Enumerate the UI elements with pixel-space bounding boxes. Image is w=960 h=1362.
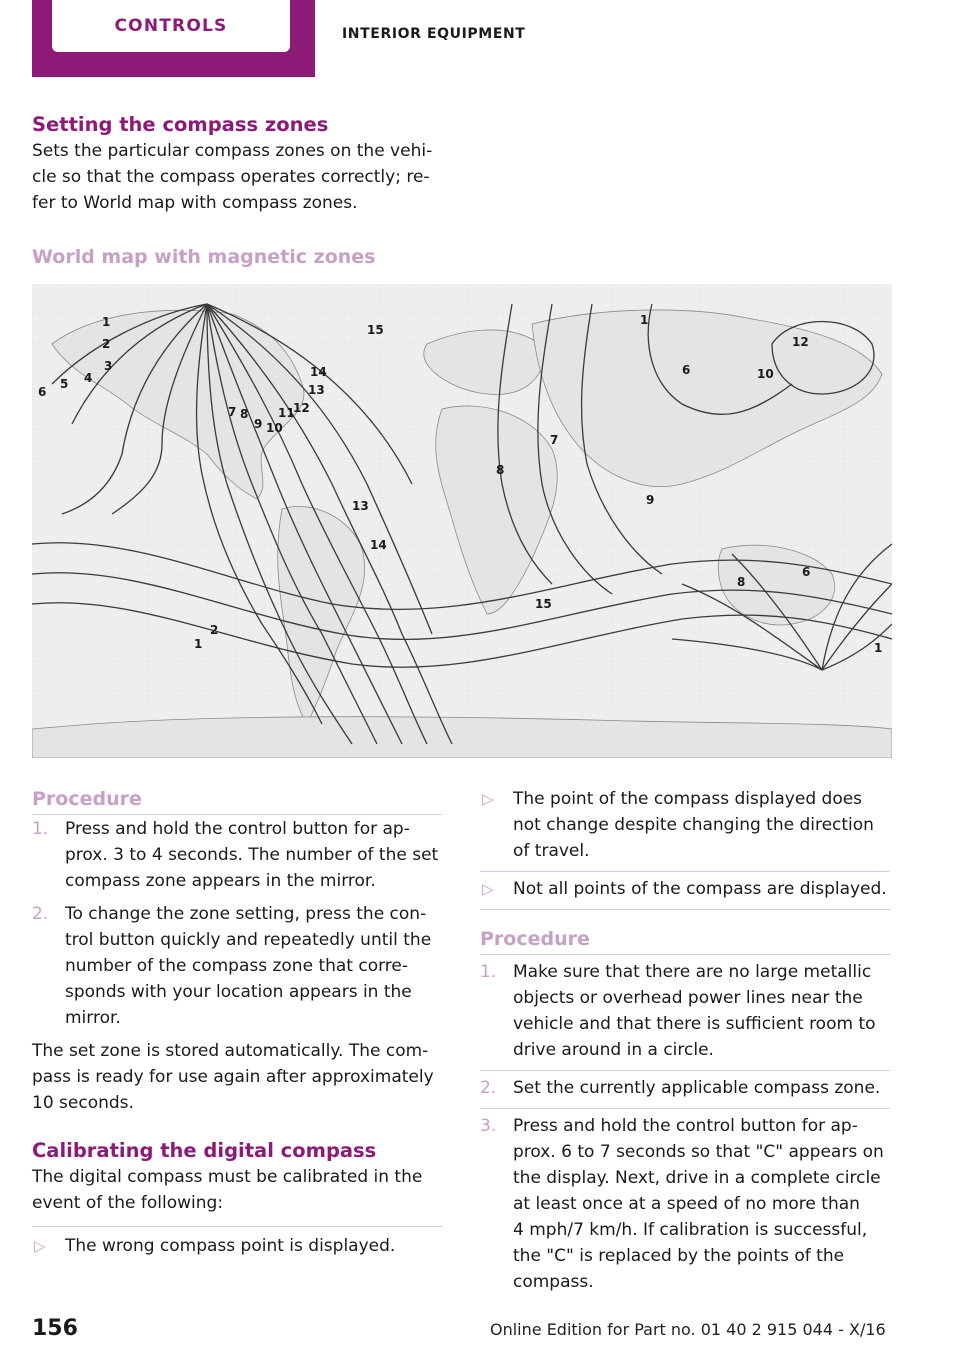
list-item	[480, 959, 890, 1063]
zone-label: 7	[228, 405, 237, 419]
zone-label-15: 15	[535, 597, 552, 611]
zone-label: 9	[254, 417, 263, 431]
after-line-1: The set zone is stored automatically. The com‐	[32, 1041, 429, 1061]
step-line: Set the currently applicable compass zone.	[513, 1078, 881, 1098]
step-line: the "C" is replaced by the points of the	[513, 1246, 845, 1266]
step-line: number of the compass zone that corre‐	[65, 956, 409, 976]
zone-label-7: 7	[550, 433, 559, 447]
step-line: compass.	[513, 1272, 594, 1292]
bullet-line: of travel.	[513, 841, 590, 861]
left-lower-column	[32, 786, 442, 1266]
divider	[32, 814, 442, 815]
step-line: the display. Next, drive in a complete circle	[513, 1168, 881, 1188]
zone-label-2c: 2	[210, 623, 219, 637]
zone-label-8b: 8	[737, 575, 746, 589]
zone-label-6b: 6	[802, 565, 811, 579]
zone-label: 13	[308, 383, 325, 397]
zone-label-1c: 1	[194, 637, 203, 651]
step-line: vehicle and that there is sufficient room to	[513, 1014, 876, 1034]
triangle-bullet-icon: ▷	[34, 1237, 46, 1255]
step-line: Make sure that there are no large metallic	[513, 962, 872, 982]
step-line: mirror.	[65, 1008, 121, 1028]
edition-footer: Online Edition for Part no. 01 40 2 915 044 - X/16	[490, 1320, 886, 1339]
zone-label-14: 14	[370, 538, 387, 552]
right-column	[480, 786, 890, 1302]
step-number: 2.	[480, 1078, 497, 1098]
zone-label: 8	[240, 407, 249, 421]
world-map-illustration	[32, 284, 892, 758]
zone-label: 5	[60, 377, 69, 391]
step-line: at least once at a speed of no more than	[513, 1194, 860, 1214]
step-line: To change the zone setting, press the con‐	[65, 904, 427, 924]
tab-controls-inner	[52, 0, 290, 52]
procedure-left-list	[32, 816, 442, 1031]
page-number: 156	[32, 1316, 78, 1341]
zone-label-6: 6	[682, 363, 691, 377]
divider	[32, 1226, 442, 1227]
list-item	[32, 816, 442, 894]
map-heading: World map with magnetic zones	[32, 246, 376, 268]
tab-controls-label: CONTROLS	[114, 16, 228, 36]
procedure-right-list	[480, 959, 890, 1295]
zone-label: 14	[310, 365, 327, 379]
step-line: objects or overhead power lines near the	[513, 988, 863, 1008]
zone-label: 1	[102, 315, 111, 329]
divider	[480, 909, 890, 910]
step-line: sponds with your location appears in the	[65, 982, 412, 1002]
zone-label-1b: 1	[874, 641, 883, 655]
list-item	[480, 1070, 890, 1101]
calibrating-bullets	[32, 1233, 442, 1259]
zone-label-1: 1	[640, 313, 649, 327]
step-number: 1.	[32, 819, 49, 839]
setting-section	[32, 112, 442, 216]
step-line: Press and hold the control button for ap‐	[65, 819, 410, 839]
zone-label: 2	[102, 337, 111, 351]
bullet-line: The point of the compass displayed does	[513, 789, 863, 809]
after-line-3: 10 seconds.	[32, 1093, 134, 1113]
bullet-line: The wrong compass point is displayed.	[65, 1236, 396, 1256]
step-number: 1.	[480, 962, 497, 982]
triangle-bullet-icon: ▷	[482, 880, 494, 898]
procedure-right-heading: Procedure	[480, 928, 590, 950]
tab-controls	[32, 0, 315, 77]
calibrating-line-1: The digital compass must be calibrated in the	[32, 1167, 423, 1187]
step-line: drive around in a circle.	[513, 1040, 714, 1060]
bullet-line: Not all points of the compass are displayed.	[513, 879, 887, 899]
list-item	[32, 901, 442, 1031]
bullet-line: not change despite changing the direction	[513, 815, 874, 835]
zone-label-13: 13	[352, 499, 369, 513]
tab-interior-equipment: INTERIOR EQUIPMENT	[342, 26, 526, 42]
list-item	[480, 786, 890, 864]
step-line: trol button quickly and repeatedly until the	[65, 930, 432, 950]
zone-label: 15	[367, 323, 384, 337]
zone-label-8: 8	[496, 463, 505, 477]
step-line: compass zone appears in the mirror.	[65, 871, 376, 891]
zone-label: 3	[104, 359, 113, 373]
divider	[480, 954, 890, 955]
list-item	[480, 871, 890, 902]
setting-line-2: cle so that the compass operates correctly; re‐	[32, 167, 430, 187]
zone-label-9: 9	[646, 493, 655, 507]
zone-label: 6	[38, 385, 47, 399]
list-item	[480, 1108, 890, 1295]
zone-label: 10	[266, 421, 283, 435]
setting-line-1: Sets the particular compass zones on the vehi‐	[32, 141, 433, 161]
world-map	[32, 284, 892, 758]
after-line-2: pass is ready for use again after approximately	[32, 1067, 434, 1087]
procedure-left-heading: Procedure	[32, 788, 142, 810]
step-line: 4 mph/7 km/h. If calibration is successful,	[513, 1220, 868, 1240]
step-line: prox. 6 to 7 seconds so that "C" appears on	[513, 1142, 884, 1162]
zone-label-10: 10	[757, 367, 774, 381]
right-bullets	[480, 786, 890, 902]
step-line: prox. 3 to 4 seconds. The number of the set	[65, 845, 439, 865]
triangle-bullet-icon: ▷	[482, 790, 494, 808]
calibrating-title: Calibrating the digital compass	[32, 1139, 377, 1162]
zone-label-12: 12	[792, 335, 809, 349]
step-number: 2.	[32, 904, 49, 924]
zone-label: 4	[84, 371, 93, 385]
setting-line-3: fer to World map with compass zones.	[32, 193, 358, 213]
setting-title: Setting the compass zones	[32, 113, 329, 136]
list-item	[32, 1233, 442, 1259]
calibrating-line-2: event of the following:	[32, 1193, 224, 1213]
step-number: 3.	[480, 1116, 497, 1136]
step-line: Press and hold the control button for ap‐	[513, 1116, 858, 1136]
zone-label: 12	[293, 401, 310, 415]
zone-label: 11	[278, 406, 295, 420]
